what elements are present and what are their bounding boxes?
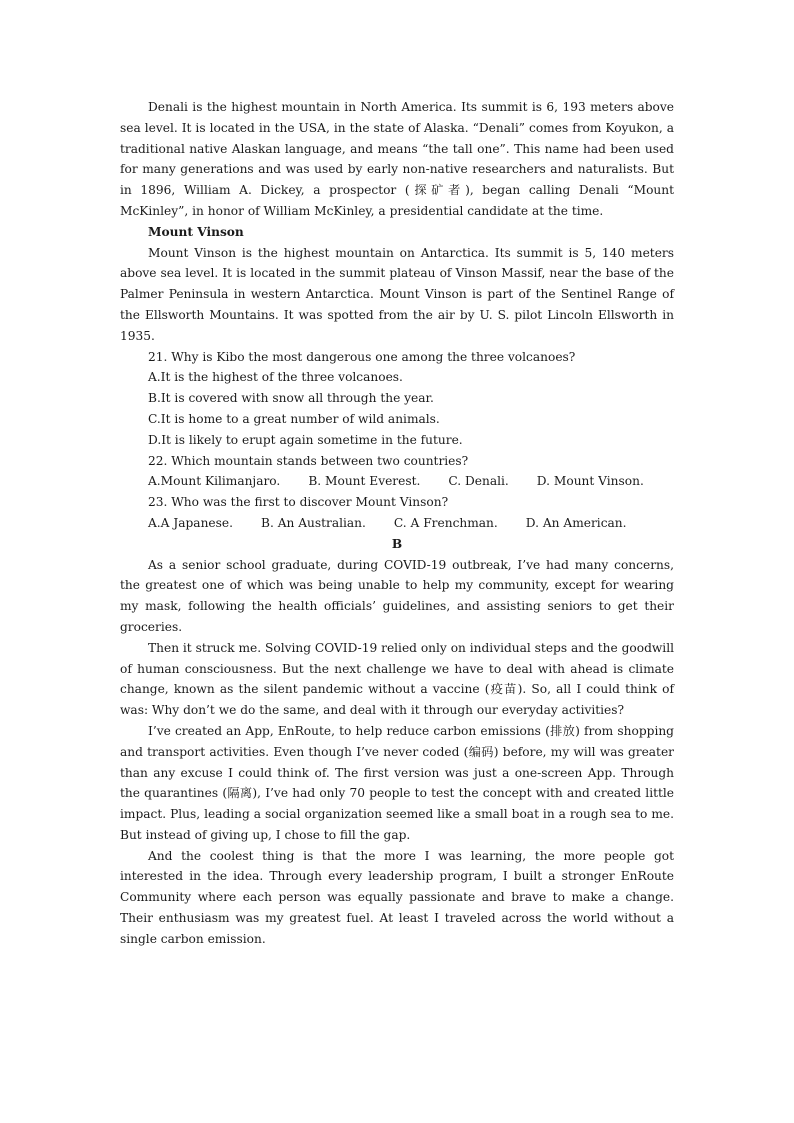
question-23-option-b: B. An Australian. <box>260 515 366 530</box>
question-22-stem: 22. Which mountain stands between two countries? <box>148 453 469 468</box>
vinson-paragraph: Mount Vinson is the highest mountain on Antarctica. Its summit is 5, 140 meters above sea level. It is located in the summit plateau of Vinson Massif, near the base of the Palmer Peninsula in western Antarctica. Mount Vinson is part of the Sentinel Range of the Ellsworth Mountains. It was spotted from the air by U. S. pilot Lincoln Ellsworth in 1935. <box>120 245 674 343</box>
question-22-options <box>120 471 674 492</box>
passage-b-paragraph-4: And the coolest thing is that the more I was learning, the more people got interested in the idea. Through every leadership program, I built a stronger EnRoute Community where each person was equally passionate and brave to make a change. Their enthusiasm was my greatest fuel. At least I traveled across the world without a single carbon emission. <box>120 848 674 946</box>
question-21-option-a: A.It is the highest of the three volcanoes. <box>148 370 403 385</box>
question-23-stem: 23. Who was the first to discover Mount Vinson? <box>148 495 449 510</box>
question-21-option-b: B.It is covered with snow all through the year. <box>148 391 434 406</box>
document-page <box>120 97 674 950</box>
question-22-option-d: D. Mount Vinson. <box>536 474 644 489</box>
question-23-options <box>120 513 674 534</box>
passage-b-paragraph-2: Then it struck me. Solving COVID-19 relied only on individual steps and the goodwill of human consciousness. But the next challenge we have to deal with ahead is climate change, known as the silent pandemic without a vaccine (疫苗). So, all I could think of was: Why don’t we do the same, and deal with it through our everyday activities? <box>120 640 674 718</box>
denali-paragraph: Denali is the highest mountain in North America. Its summit is 6, 193 meters above sea level. It is located in the USA, in the state of Alaska. “Denali” comes from Koyukon, a traditional native Alaskan language, and means “the tall one”. This name had been used for many generations and was used by early non-native researchers and naturalists. But in 1896, William A. Dickey, a prospector (探矿者), began calling Denali “Mount McKinley”, in honor of William McKinley, a presidential candidate at the time. <box>120 100 674 218</box>
passage-b-paragraph-1: As a senior school graduate, during COVID-19 outbreak, I’ve had many concerns, the greatest one of which was being unable to help my community, except for wearing my mask, following the health officials’ guidelines, and assisting seniors to get their groceries. <box>120 557 674 634</box>
question-21-stem: 21. Why is Kibo the most dangerous one among the three volcanoes? <box>148 349 576 364</box>
question-22-option-b: B. Mount Everest. <box>308 474 421 489</box>
question-23-option-a: A.A Japanese. <box>148 515 233 530</box>
question-22-option-c: C. Denali. <box>448 474 509 489</box>
question-23-option-c: C. A Frenchman. <box>393 515 498 530</box>
question-21-option-c: C.It is home to a great number of wild animals. <box>148 411 440 426</box>
question-21-option-d: D.It is likely to erupt again sometime in the future. <box>148 432 463 447</box>
passage-b-paragraph-3: I’ve created an App, EnRoute, to help reduce carbon emissions (排放) from shopping and transport activities. Even though I’ve never coded (编码) before, my will was greater than any excuse I could think of. The first version was just a one-screen App. Through the quarantines (隔离), I’ve had only 70 people to test the concept with and created little impact. Plus, leading a social organization seemed like a small boat in a rough sea to me. But instead of giving up, I chose to fill the gap. <box>120 723 674 842</box>
question-23-option-d: D. An American. <box>525 515 627 530</box>
section-b-letter: B <box>391 536 403 551</box>
vinson-heading: Mount Vinson <box>148 224 244 239</box>
question-22-option-a: A.Mount Kilimanjaro. <box>148 474 281 489</box>
